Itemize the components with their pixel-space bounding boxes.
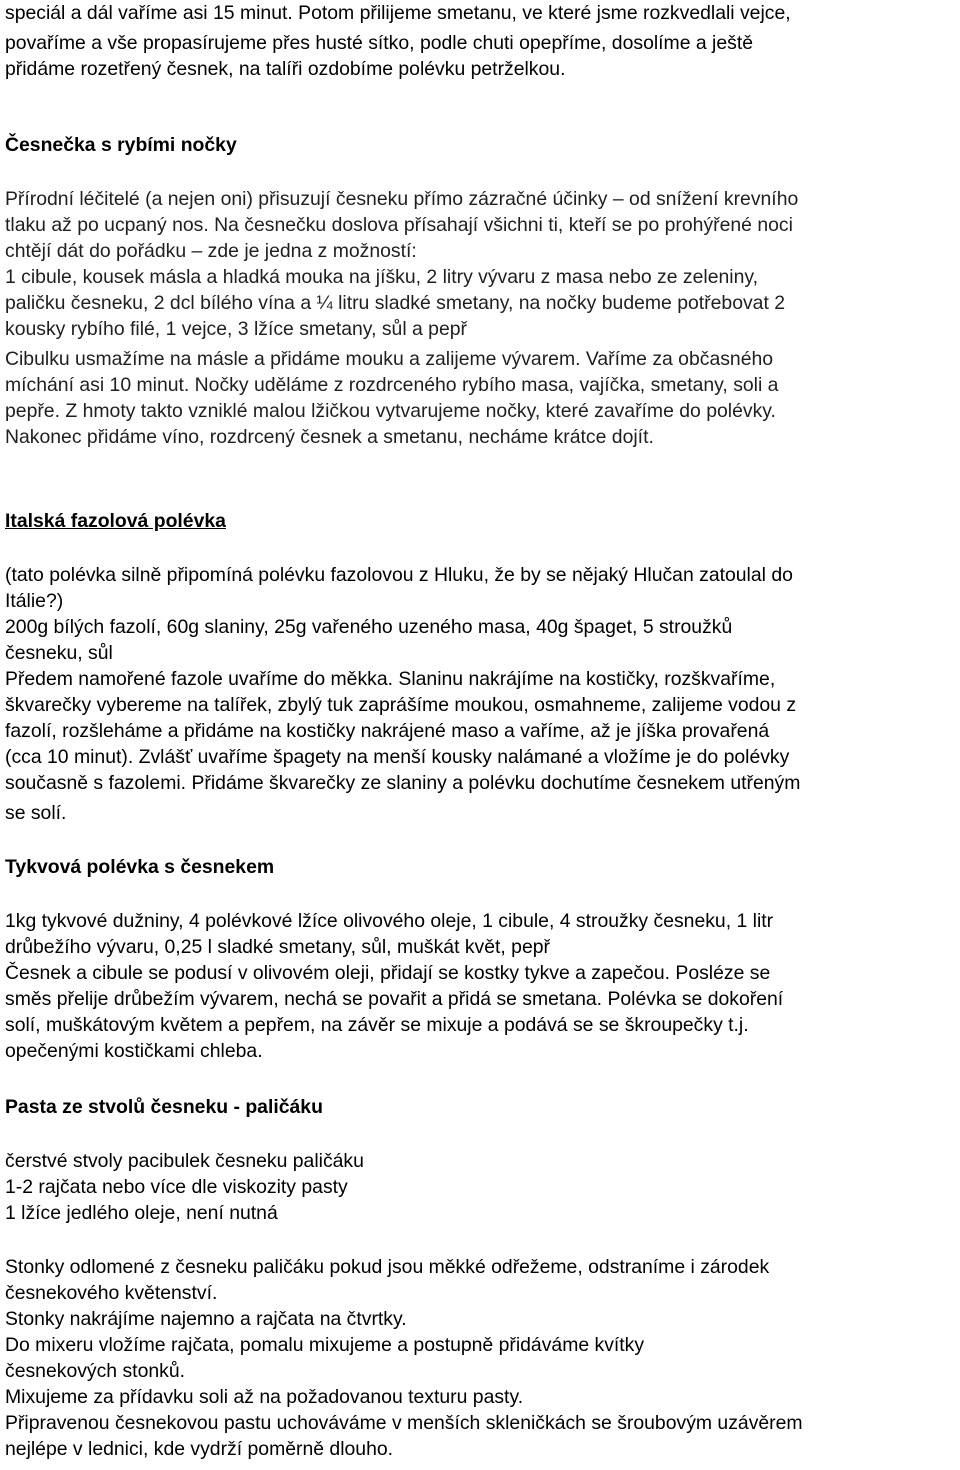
paragraph-line: Předem namořené fazole uvaříme do měkka. Slaninu nakrájíme na kostičky, rozškvaříme, xyxy=(5,668,776,690)
ingredient-line: 1 lžíce jedlého oleje, není nutná xyxy=(5,1202,278,1224)
intro-line: přidáme rozetřený česnek, na talíři ozdobíme polévku petrželkou. xyxy=(5,58,566,80)
ingredient-line: čerstvé stvoly pacibulek česneku paličáku xyxy=(5,1150,364,1172)
step-line: Stonky nakrájíme najemno a rajčata na čtvrtky. xyxy=(5,1308,407,1330)
paragraph-line: chtějí dát do pořádku – zde je jedna z možností: xyxy=(5,240,417,262)
step-line: česnekového květenství. xyxy=(5,1282,218,1304)
paragraph-line: škvarečky vybereme na talířek, zbylý tuk zaprášíme moukou, osmahneme, zalijeme vodou z xyxy=(5,694,797,716)
paragraph-line: paličku česneku, 2 dcl bílého vína a ¼ litru sladké smetany, na nočky budeme potřebovat 2 xyxy=(5,292,786,314)
paragraph-line: směs přelije drůbežím vývarem, nechá se povařit a přidá se smetana. Polévka se dokoření xyxy=(5,988,784,1010)
paragraph-line: (tato polévka silně připomíná polévku fazolovou z Hluku, že by se nějaký Hlučan zatoulal do xyxy=(5,564,793,586)
paragraph-line: Itálie?) xyxy=(5,590,64,612)
step-line: Stonky odlomené z česneku paličáku pokud jsou měkké odřežeme, odstraníme i zárodek xyxy=(5,1256,770,1278)
paragraph-line: 1 cibule, kousek másla a hladká mouka na jíšku, 2 litry vývaru z masa nebo ze zeleniny, xyxy=(5,266,759,288)
paragraph-line: současně s fazolemi. Přidáme škvarečky ze slaniny a polévku dochutíme česnekem utřeným xyxy=(5,772,801,794)
paragraph-line: tlaku až po ucpaný nos. Na česnečku doslova přísahají všichni ti, kteří se po prohýřené noci xyxy=(5,214,793,236)
step-line: Připravenou česnekovou pastu uchováváme v menších skleničkách se šroubovým uzávěrem xyxy=(5,1412,803,1434)
step-line: Mixujeme za přídavku soli až na požadovanou texturu pasty. xyxy=(5,1386,524,1408)
paragraph-line: pepře. Z hmoty takto vzniklé malou lžičkou vytvarujeme nočky, které zavaříme do polévky. xyxy=(5,400,776,422)
paragraph-line: 200g bílých fazolí, 60g slaniny, 25g vařeného uzeného masa, 40g špaget, 5 stroužků xyxy=(5,616,733,638)
paragraph-line: fazolí, rozšleháme a přidáme na kostičky nakrájené maso a vaříme, až je jíška provařená xyxy=(5,720,770,742)
paragraph-line: 1kg tykvové dužniny, 4 polévkové lžíce olivového oleje, 1 cibule, 4 stroužky česneku, 1 litr xyxy=(5,910,774,932)
intro-line: speciál a dál vaříme asi 15 minut. Potom přilijeme smetanu, ve které jsme rozkvedlali vejce, xyxy=(5,2,791,24)
paragraph-line: Nakonec přidáme víno, rozdrcený česnek a smetanu, necháme krátce dojít. xyxy=(5,426,654,448)
section-heading-cesnecka: Česnečka s rybími nočky xyxy=(5,134,237,156)
paragraph-line: se solí. xyxy=(5,802,67,824)
paragraph-line: česneku, sůl xyxy=(5,642,113,664)
paragraph-line: opečenými kostičkami chleba. xyxy=(5,1040,263,1062)
paragraph-line: míchání asi 10 minut. Nočky uděláme z rozdrceného rybího masa, vajíčka, smetany, soli a xyxy=(5,374,779,396)
section-heading-tykvova: Tykvová polévka s česnekem xyxy=(5,856,275,878)
paragraph-line: Cibulku usmažíme na másle a přidáme mouku a zalijeme vývarem. Vaříme za občasného xyxy=(5,348,774,370)
paragraph-line: Česnek a cibule se podusí v olivovém oleji, přidají se kostky tykve a zapečou. Posléze se xyxy=(5,962,771,984)
intro-line: povaříme a vše propasírujeme přes husté sítko, podle chuti opepříme, dosolíme a ještě xyxy=(5,32,754,54)
paragraph-line: solí, muškátovým květem a pepřem, na závěr se mixuje a podává se se škroupečky t.j. xyxy=(5,1014,749,1036)
ingredient-line: 1-2 rajčata nebo více dle viskozity pasty xyxy=(5,1176,348,1198)
paragraph-line: (cca 10 minut). Zvlášť uvaříme špagety na menší kousky nalámané a vložíme je do polévky xyxy=(5,746,790,768)
step-line: Do mixeru vložíme rajčata, pomalu mixujeme a postupně přidáváme kvítky xyxy=(5,1334,645,1356)
step-line: nejlépe v lednici, kde vydrží poměrně dlouho. xyxy=(5,1438,394,1460)
step-line: česnekových stonků. xyxy=(5,1360,185,1382)
paragraph-line: kousky rybího filé, 1 vejce, 3 lžíce smetany, sůl a pepř xyxy=(5,318,467,340)
paragraph-line: Přírodní léčitelé (a nejen oni) přisuzují česneku přímo zázračné účinky – od snížení krevního xyxy=(5,188,799,210)
paragraph-line: drůbežího vývaru, 0,25 l sladké smetany, sůl, muškát květ, pepř xyxy=(5,936,550,958)
section-heading-pasta: Pasta ze stvolů česneku - paličáku xyxy=(5,1096,323,1118)
section-heading-italska: Italská fazolová polévka xyxy=(5,510,226,532)
